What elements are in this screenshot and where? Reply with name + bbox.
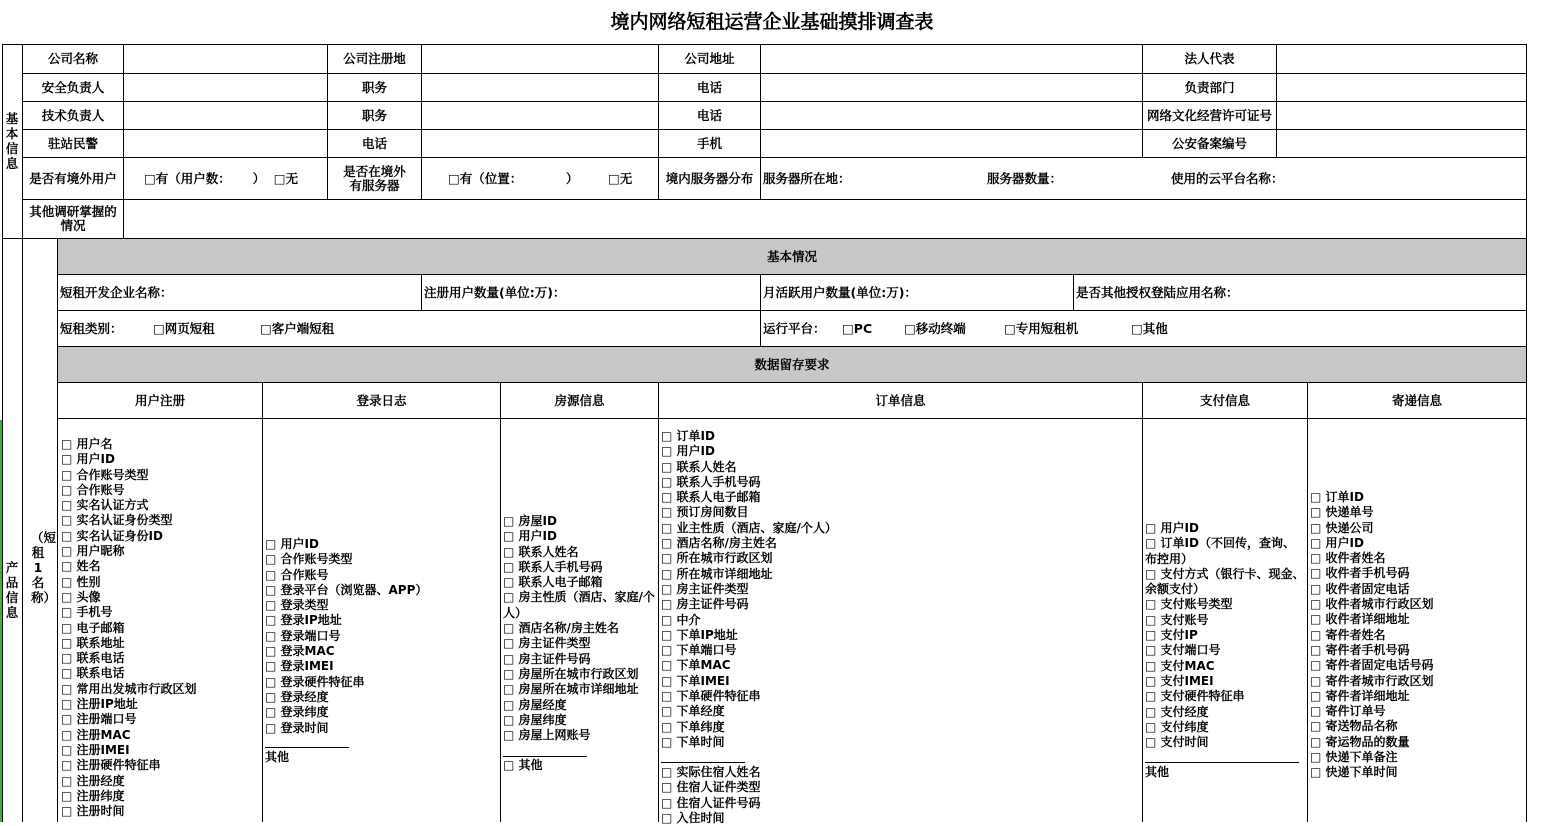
login-log-list [265, 537, 500, 736]
developer-label[interactable]: 短租开发企业名称： [60, 284, 173, 300]
user-reg-item[interactable]: □ 常用出发城市行政区划 [61, 681, 197, 696]
user-reg-list [61, 437, 261, 819]
mau-label[interactable]: 月活跃用户数量(单位:万)： [763, 284, 917, 300]
tech-phone-field[interactable] [761, 102, 1142, 129]
legal-rep-label: 法人代表 [1184, 51, 1235, 66]
user-reg-item[interactable]: □ 实名认证身份ID [61, 528, 163, 543]
login-log-item[interactable]: □ 合作账号类型 [265, 552, 353, 567]
order-item[interactable]: □ 业主性质（酒店、家庭/个人） [661, 520, 837, 535]
order-item[interactable]: □ 下单时间 [661, 734, 725, 749]
order-item[interactable]: □ 用户ID [661, 444, 715, 459]
security-title-field[interactable] [422, 74, 658, 101]
delivery-item[interactable]: □ 收件者姓名 [1310, 551, 1386, 566]
login-log-item[interactable]: □ 合作账号 [265, 567, 329, 582]
user-reg-item[interactable]: □ 实名认证身份类型 [61, 513, 173, 528]
security-phone-field[interactable] [761, 74, 1142, 101]
order-item[interactable]: □ 酒店名称/房主姓名 [661, 536, 777, 551]
col-listing: 房源信息 [554, 392, 605, 408]
dept-label: 负责部门 [1184, 79, 1235, 95]
listing-item[interactable]: □ 房主证件类型 [503, 636, 591, 651]
user-reg-item[interactable]: □ 注册MAC [61, 727, 131, 742]
delivery-item[interactable]: □ 寄件者详细地址 [1310, 688, 1410, 703]
payment-item[interactable]: □ 支付账号类型 [1145, 597, 1233, 612]
listing-other-divider [503, 756, 587, 757]
login-other-divider [265, 747, 349, 748]
listing-item[interactable]: □ 房主性质（酒店、家庭/个人） [503, 590, 655, 620]
payment-item[interactable]: □ 用户ID [1145, 521, 1199, 535]
col-payment: 支付信息 [1199, 392, 1250, 408]
payment-other-label[interactable]: 其他 [1145, 765, 1170, 779]
listing-item[interactable]: □ 联系人手机号码 [503, 559, 603, 574]
listing-item[interactable]: □ 房屋所在城市详细地址 [503, 682, 639, 697]
listing-item[interactable]: □ 房屋所在城市行政区划 [503, 666, 639, 681]
order-item[interactable]: □ 所在城市详细地址 [661, 566, 773, 581]
order-item[interactable]: □ 联系人手机号码 [661, 474, 761, 489]
login-log-item[interactable]: □ 登录IMEI [265, 659, 334, 674]
order2-item[interactable]: □ 住宿人证件类型 [661, 780, 761, 795]
user-reg-item[interactable]: □ 头像 [61, 589, 101, 604]
login-log-item[interactable]: □ 登录硬件特征串 [265, 674, 365, 689]
delivery-item[interactable]: □ 快递下单备注 [1310, 750, 1398, 765]
police-label: 驻站民警 [47, 135, 98, 151]
listing-item[interactable]: □ 房屋ID [503, 514, 557, 528]
payment-item[interactable]: □ 支付纬度 [1145, 719, 1209, 734]
delivery-item[interactable]: □ 快递公司 [1310, 520, 1374, 535]
address-label: 公司地址 [684, 51, 735, 66]
tech-phone-label: 电话 [696, 107, 722, 123]
order-item[interactable]: □ 下单端口号 [661, 643, 737, 658]
other-info-field[interactable] [124, 200, 1526, 238]
order-item[interactable]: □ 下单纬度 [661, 719, 725, 734]
delivery-item[interactable]: □ 寄运物品的数量 [1310, 734, 1410, 749]
user-reg-item[interactable]: □ 注册时间 [61, 804, 125, 819]
user-reg-item[interactable]: □ 合作账号类型 [61, 467, 149, 482]
delivery-item[interactable]: □ 收件者固定电话 [1310, 581, 1410, 596]
user-reg-item[interactable]: □ 姓名 [61, 559, 101, 574]
payment-item[interactable]: □ 支付MAC [1145, 658, 1215, 673]
col-user-reg: 用户注册 [134, 392, 185, 408]
page-title: 境内网络短租运营企业基础摸排调查表 [610, 11, 934, 33]
delivery-item[interactable]: □ 寄送物品名称 [1310, 719, 1398, 734]
overseas-users-options[interactable]: □有（用户数： ） □无 [144, 170, 299, 186]
login-log-item[interactable]: □ 登录平台（浏览器、APP） [265, 582, 428, 597]
payment-item[interactable]: □ 支付IP [1145, 628, 1198, 643]
address-field[interactable] [761, 45, 1142, 73]
login-other [265, 750, 289, 765]
login-log-item[interactable]: □ 登录IP地址 [265, 613, 342, 628]
delivery-item[interactable]: □ 寄件者手机号码 [1310, 642, 1410, 657]
order-divider [661, 762, 745, 763]
reg-place-field[interactable] [422, 45, 658, 73]
cloud-platform-label: 使用的云平台名称： [1171, 170, 1284, 186]
dept-field[interactable] [1277, 74, 1526, 101]
user-reg-item[interactable]: □ 用户名 [61, 437, 113, 451]
payment-item[interactable]: □ 支付方式（银行卡、现金、余额支付） [1145, 566, 1305, 597]
order-item[interactable]: □ 联系人姓名 [661, 459, 737, 474]
license-label: 网络文化经营许可证号 [1146, 107, 1272, 123]
delivery-list [1310, 490, 1525, 781]
legal-rep-field[interactable] [1277, 45, 1526, 73]
user-reg-item[interactable]: □ 联系电话 [61, 666, 125, 681]
overseas-servers-label: 是否在境外有服务器 [343, 163, 406, 193]
order2-item[interactable]: □ 入住时间 [661, 810, 725, 825]
delivery-item[interactable]: □ 快递下单时间 [1310, 765, 1398, 780]
overseas-servers-yes[interactable]: □有（位置： ） [448, 170, 579, 186]
order-item[interactable]: □ 所在城市行政区划 [661, 551, 773, 566]
security-phone-label: 电话 [696, 79, 722, 95]
listing-item[interactable]: □ 房屋上网账号 [503, 728, 591, 743]
tech-title-field[interactable] [422, 102, 658, 129]
retention-heading: 数据留存要求 [754, 356, 830, 372]
order-item[interactable]: □ 下单IMEI [661, 673, 730, 688]
order-item[interactable]: □ 房主证件号码 [661, 597, 749, 612]
payment-item[interactable]: □ 支付账号 [1145, 612, 1209, 627]
col-login-log: 登录日志 [356, 392, 407, 408]
user-reg-item[interactable]: □ 用户ID [61, 452, 115, 467]
domestic-dist-label: 境内服务器分布 [665, 170, 754, 186]
order2-item[interactable]: □ 实际住宿人姓名 [661, 765, 761, 779]
login-other-label[interactable]: 其他 [265, 750, 290, 764]
col-order: 订单信息 [875, 392, 926, 408]
overseas-servers-no[interactable]: □无 [608, 170, 633, 186]
listing-item[interactable]: □ 房主证件号码 [503, 651, 591, 666]
user-reg-item[interactable]: □ 联系电话 [61, 651, 125, 666]
listing-item[interactable]: □ 房屋纬度 [503, 712, 567, 727]
login-log-item[interactable]: □ 用户ID [265, 537, 319, 551]
user-reg-item[interactable]: □ 实名认证方式 [61, 498, 149, 513]
col-delivery: 寄递信息 [1391, 392, 1442, 408]
order2-item[interactable]: □ 住宿人证件号码 [661, 795, 761, 810]
order-item[interactable]: □ 联系人电子邮箱 [661, 490, 761, 505]
reg-users-label[interactable]: 注册用户数量(单位:万)： [424, 284, 566, 300]
delivery-item[interactable]: □ 寄件订单号 [1310, 704, 1386, 719]
listing-other [503, 758, 543, 773]
delivery-item[interactable]: □ 用户ID [1310, 535, 1364, 550]
listing-item[interactable]: □ 酒店名称/房主姓名 [503, 621, 619, 636]
order-item[interactable]: □ 订单ID [661, 429, 715, 443]
row-highlight-marker [0, 420, 2, 822]
police-mobile-label: 手机 [696, 135, 722, 151]
order-item[interactable]: □ 下单MAC [661, 658, 731, 673]
listing-item[interactable]: □ 房屋经度 [503, 697, 567, 712]
platform-other-checkbox[interactable]: □其他 [1131, 320, 1168, 336]
payment-other-divider [1145, 762, 1299, 763]
order-list-2 [661, 765, 1141, 826]
payment-item[interactable]: □ 支付时间 [1145, 735, 1209, 750]
product-name-label: （短租1名称） [31, 530, 57, 605]
auth-apps-label[interactable]: 是否其他授权登陆应用名称： [1076, 284, 1239, 300]
listing-other-label[interactable]: □ 其他 [503, 758, 543, 772]
delivery-item[interactable]: □ 订单ID [1310, 490, 1364, 504]
platform-dedicated-checkbox[interactable]: □专用短租机 [1004, 320, 1079, 336]
server-location-label: 服务器所在地： [763, 170, 851, 186]
other-info-label: 其他调研掌握的情况 [29, 204, 117, 233]
police-phone-field[interactable] [422, 130, 658, 157]
payment-other [1145, 765, 1169, 780]
user-reg-item[interactable]: □ 注册端口号 [61, 712, 137, 727]
license-field[interactable] [1277, 102, 1526, 129]
security-head-label: 安全负责人 [41, 79, 105, 95]
user-reg-item[interactable]: □ 电子邮箱 [61, 620, 125, 635]
user-reg-item[interactable]: □ 注册IMEI [61, 742, 130, 757]
delivery-item[interactable]: □ 收件者手机号码 [1310, 566, 1410, 581]
category-client-checkbox[interactable]: □客户端短租 [260, 320, 335, 336]
user-reg-item[interactable]: □ 注册硬件特征串 [61, 758, 161, 773]
basic-situation-heading: 基本情况 [766, 248, 817, 264]
security-title-label: 职务 [361, 79, 387, 95]
delivery-item[interactable]: □ 收件者城市行政区划 [1310, 597, 1434, 612]
delivery-item[interactable]: □ 寄件者固定电话号码 [1310, 658, 1434, 673]
platform-label: 运行平台： [763, 320, 826, 336]
user-reg-item[interactable]: □ 性别 [61, 574, 101, 589]
user-reg-item[interactable]: □ 注册经度 [61, 773, 125, 788]
tech-head-label: 技术负责人 [41, 107, 105, 123]
order-item[interactable]: □ 房主证件类型 [661, 581, 749, 596]
delivery-item[interactable]: □ 寄件者城市行政区划 [1310, 673, 1434, 688]
delivery-item[interactable]: □ 寄件者姓名 [1310, 627, 1386, 642]
order-item[interactable]: □ 中介 [661, 612, 701, 627]
category-web-checkbox[interactable]: □网页短租 [153, 320, 215, 336]
listing-item[interactable]: □ 联系人姓名 [503, 544, 579, 559]
tech-head-field[interactable] [124, 102, 327, 129]
basic-section-label: 基本信息 [5, 111, 19, 171]
listing-item[interactable]: □ 用户ID [503, 529, 557, 544]
payment-list [1145, 521, 1305, 750]
order-item[interactable]: □ 预订房间数目 [661, 505, 749, 520]
icp-label: 公安备案编号 [1171, 135, 1247, 151]
police-field[interactable] [124, 130, 327, 157]
login-log-item[interactable]: □ 登录时间 [265, 720, 329, 735]
platform-mobile-checkbox[interactable]: □移动终端 [904, 320, 966, 336]
payment-item[interactable]: □ 订单ID（不回传，查询、布控用） [1145, 536, 1295, 566]
user-reg-item[interactable]: □ 用户昵称 [61, 544, 125, 559]
payment-item[interactable]: □ 支付端口号 [1145, 643, 1221, 658]
login-log-item[interactable]: □ 登录端口号 [265, 628, 341, 643]
company-name-field[interactable] [124, 45, 327, 73]
order-item[interactable]: □ 下单硬件特征串 [661, 689, 761, 704]
icp-field[interactable] [1277, 130, 1526, 157]
delivery-item[interactable]: □ 收件者详细地址 [1310, 612, 1410, 627]
company-name-label: 公司名称 [47, 51, 98, 66]
reg-place-label: 公司注册地 [343, 51, 406, 66]
tech-title-label: 职务 [361, 107, 387, 123]
user-reg-item[interactable]: □ 注册纬度 [61, 788, 125, 803]
police-phone-label: 电话 [361, 135, 387, 151]
login-log-item[interactable]: □ 登录MAC [265, 644, 335, 659]
payment-item[interactable]: □ 支付硬件特征串 [1145, 689, 1245, 704]
payment-item[interactable]: □ 支付IMEI [1145, 673, 1214, 688]
order-item[interactable]: □ 下单经度 [661, 704, 725, 719]
overseas-users-label: 是否有境外用户 [29, 170, 117, 186]
order-list [661, 429, 1141, 750]
login-log-item[interactable]: □ 登录类型 [265, 598, 329, 613]
user-reg-item[interactable]: □ 手机号 [61, 605, 113, 620]
user-reg-item[interactable]: □ 合作账号 [61, 482, 125, 497]
listing-list [503, 514, 657, 743]
server-count-label: 服务器数量： [987, 170, 1063, 186]
product-section-label: 产品信息 [5, 560, 19, 620]
order-item[interactable]: □ 下单IP地址 [661, 627, 738, 642]
police-mobile-field[interactable] [761, 130, 1142, 157]
listing-item[interactable]: □ 联系人电子邮箱 [503, 575, 603, 590]
login-log-item[interactable]: □ 登录经度 [265, 689, 329, 704]
user-reg-item[interactable]: □ 联系地址 [61, 635, 125, 650]
security-head-field[interactable] [124, 74, 327, 101]
login-log-item[interactable]: □ 登录纬度 [265, 705, 329, 720]
user-reg-item[interactable]: □ 注册IP地址 [61, 697, 138, 712]
payment-item[interactable]: □ 支付经度 [1145, 704, 1209, 719]
platform-pc-checkbox[interactable]: □PC [842, 320, 873, 336]
category-label: 短租类别： [60, 320, 123, 336]
delivery-item[interactable]: □ 快递单号 [1310, 505, 1374, 520]
